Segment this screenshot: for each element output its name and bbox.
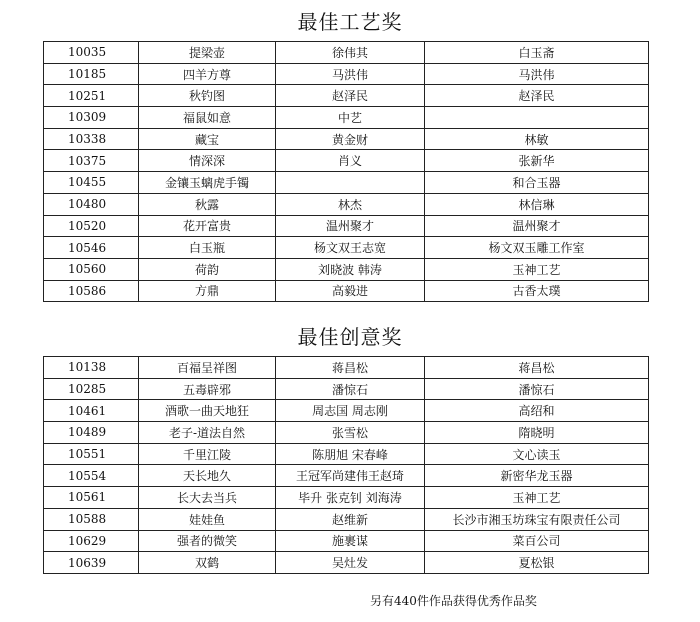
table-row (44, 422, 649, 444)
entry-number-cell: 10561 (44, 487, 139, 509)
entry-number-cell: 10185 (44, 63, 139, 85)
organization-cell: 玉神工艺 (425, 487, 649, 509)
organization-cell: 林敏 (425, 128, 649, 150)
author-cell: 赵维新 (276, 508, 425, 530)
section-title-best-creativity: 最佳创意奖 (297, 325, 403, 349)
author-cell: 肖义 (276, 150, 425, 172)
organization-cell: 和合玉器 (425, 172, 649, 194)
entry-number-cell: 10338 (44, 128, 139, 150)
work-title-cell: 酒歌一曲天地狂 (139, 400, 276, 422)
author-cell: 陈朋旭 宋春峰 (276, 443, 425, 465)
work-title-cell: 提梁壶 (139, 42, 276, 64)
work-title-cell: 娃娃鱼 (139, 508, 276, 530)
best-craft-table (43, 41, 649, 302)
work-title-cell: 秋钓图 (139, 85, 276, 107)
entry-number-cell: 10285 (44, 378, 139, 400)
organization-cell: 菜百公司 (425, 530, 649, 552)
organization-cell: 高绍和 (425, 400, 649, 422)
work-title-cell: 老子-道法自然 (139, 422, 276, 444)
organization-cell: 新密华龙玉器 (425, 465, 649, 487)
organization-cell: 白玉斋 (425, 42, 649, 64)
author-cell: 杨文双王志宽 (276, 237, 425, 259)
section-title-best-craft: 最佳工艺奖 (297, 10, 403, 34)
table-row (44, 378, 649, 400)
table-row (44, 508, 649, 530)
table-row (44, 280, 649, 302)
entry-number-cell: 10586 (44, 280, 139, 302)
entry-number-cell: 10588 (44, 508, 139, 530)
table-row (44, 107, 649, 129)
work-title-cell: 天长地久 (139, 465, 276, 487)
organization-cell: 玉神工艺 (425, 258, 649, 280)
organization-cell: 蒋昌松 (425, 357, 649, 379)
table-row (44, 258, 649, 280)
table-row (44, 42, 649, 64)
author-cell: 中艺 (276, 107, 425, 129)
entry-number-cell: 10546 (44, 237, 139, 259)
organization-cell: 古香太璞 (425, 280, 649, 302)
excellent-works-note: 另有440件作品获得优秀作品奖 (370, 594, 537, 608)
table-row (44, 215, 649, 237)
work-title-cell: 荷韵 (139, 258, 276, 280)
work-title-cell: 五毒辟邪 (139, 378, 276, 400)
entry-number-cell: 10375 (44, 150, 139, 172)
author-cell: 赵泽民 (276, 85, 425, 107)
table-row (44, 530, 649, 552)
organization-cell: 夏松银 (425, 552, 649, 574)
table-row (44, 63, 649, 85)
entry-number-cell: 10461 (44, 400, 139, 422)
table-row (44, 128, 649, 150)
entry-number-cell: 10554 (44, 465, 139, 487)
entry-number-cell: 10138 (44, 357, 139, 379)
work-title-cell: 四羊方尊 (139, 63, 276, 85)
organization-cell (425, 107, 649, 129)
entry-number-cell: 10551 (44, 443, 139, 465)
author-cell: 施裹谋 (276, 530, 425, 552)
entry-number-cell: 10560 (44, 258, 139, 280)
author-cell: 徐伟其 (276, 42, 425, 64)
work-title-cell: 花开富贵 (139, 215, 276, 237)
author-cell: 马洪伟 (276, 63, 425, 85)
author-cell: 周志国 周志刚 (276, 400, 425, 422)
work-title-cell: 秋露 (139, 193, 276, 215)
table-row (44, 172, 649, 194)
organization-cell: 张新华 (425, 150, 649, 172)
work-title-cell: 藏宝 (139, 128, 276, 150)
table-row (44, 400, 649, 422)
work-title-cell: 福鼠如意 (139, 107, 276, 129)
author-cell: 蒋昌松 (276, 357, 425, 379)
author-cell: 毕升 张克钊 刘海涛 (276, 487, 425, 509)
organization-cell: 文心读玉 (425, 443, 649, 465)
table-row (44, 465, 649, 487)
organization-cell: 隋晓明 (425, 422, 649, 444)
author-cell: 王冠军尚建伟王赵琦 (276, 465, 425, 487)
organization-cell: 温州聚才 (425, 215, 649, 237)
author-cell: 林杰 (276, 193, 425, 215)
entry-number-cell: 10035 (44, 42, 139, 64)
table-row (44, 150, 649, 172)
table-row (44, 357, 649, 379)
work-title-cell: 双鹤 (139, 552, 276, 574)
work-title-cell: 千里江陵 (139, 443, 276, 465)
work-title-cell: 长大去当兵 (139, 487, 276, 509)
entry-number-cell: 10489 (44, 422, 139, 444)
organization-cell: 潘惊石 (425, 378, 649, 400)
author-cell: 张雪松 (276, 422, 425, 444)
entry-number-cell: 10480 (44, 193, 139, 215)
table-row (44, 443, 649, 465)
table-row (44, 85, 649, 107)
table-row (44, 487, 649, 509)
table-row (44, 237, 649, 259)
table-row (44, 552, 649, 574)
author-cell: 刘晓波 韩涛 (276, 258, 425, 280)
author-cell: 潘惊石 (276, 378, 425, 400)
author-cell: 吴灶发 (276, 552, 425, 574)
work-title-cell: 百福呈祥图 (139, 357, 276, 379)
entry-number-cell: 10629 (44, 530, 139, 552)
organization-cell: 杨文双玉雕工作室 (425, 237, 649, 259)
entry-number-cell: 10455 (44, 172, 139, 194)
author-cell: 高毅进 (276, 280, 425, 302)
entry-number-cell: 10639 (44, 552, 139, 574)
work-title-cell: 金镶玉螭虎手镯 (139, 172, 276, 194)
organization-cell: 马洪伟 (425, 63, 649, 85)
entry-number-cell: 10520 (44, 215, 139, 237)
work-title-cell: 情深深 (139, 150, 276, 172)
organization-cell: 长沙市湘玉坊珠宝有限责任公司 (425, 508, 649, 530)
author-cell (276, 172, 425, 194)
author-cell: 黄金财 (276, 128, 425, 150)
work-title-cell: 白玉瓶 (139, 237, 276, 259)
organization-cell: 林信琳 (425, 193, 649, 215)
best-creativity-table (43, 356, 649, 574)
author-cell: 温州聚才 (276, 215, 425, 237)
work-title-cell: 强者的微笑 (139, 530, 276, 552)
work-title-cell: 方鼎 (139, 280, 276, 302)
entry-number-cell: 10251 (44, 85, 139, 107)
entry-number-cell: 10309 (44, 107, 139, 129)
organization-cell: 赵泽民 (425, 85, 649, 107)
table-row (44, 193, 649, 215)
